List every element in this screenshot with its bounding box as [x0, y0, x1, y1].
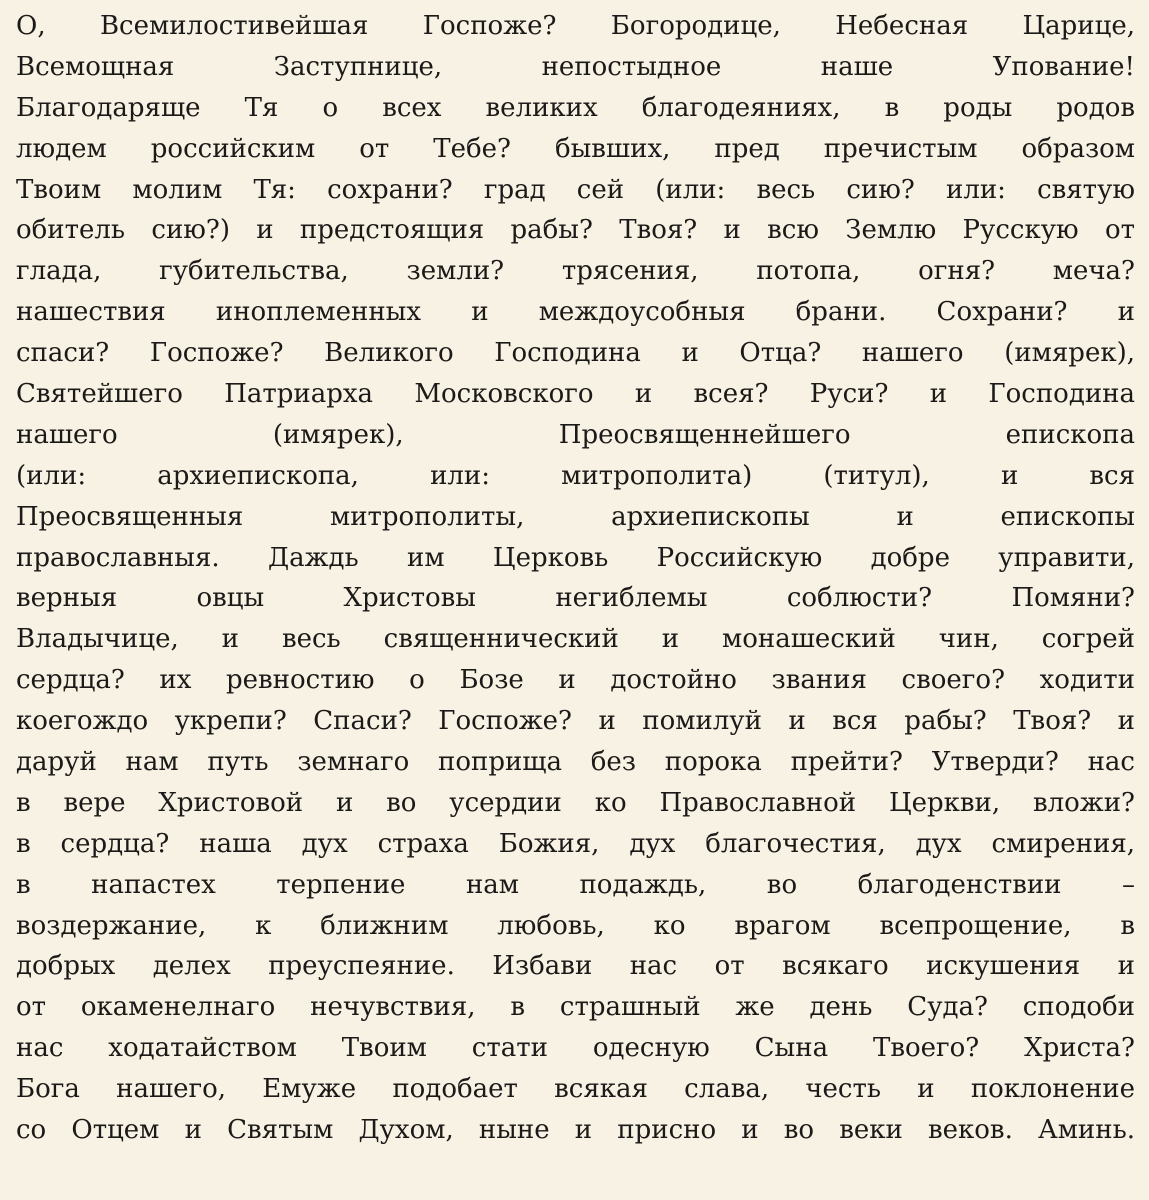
- text-line: нашего (имярек), Преосвященнейшего епископа: [16, 419, 1135, 450]
- text-line: верныя овцы Христовы негиблемы соблюсти? Помяни?: [16, 583, 1135, 614]
- text-line: О, Всемилостивейшая Госпоже? Богородице, Небесная Царице,: [16, 11, 1135, 41]
- text-line: Бога нашего, Емуже подобает всякая слава, честь и поклонение: [16, 1074, 1135, 1105]
- text-line: Всемощная Заступнице, непостыдное наше Упование!: [16, 51, 1135, 82]
- text-line: православныя. Даждь им Церковь Российскую добре управити,: [16, 542, 1135, 573]
- text-line: в напастех терпение нам подаждь, во благоденствии –: [16, 869, 1135, 900]
- text-line: сердца? их ревностию о Бозе и достойно звания своего? ходити: [16, 665, 1135, 696]
- text-line: глада, губительства, земли? трясения, потопа, огня? меча?: [16, 256, 1135, 287]
- text-line: коегождо укрепи? Спаси? Госпоже? и помилуй и вся рабы? Твоя? и: [16, 706, 1135, 737]
- text-line: Благодаряще Тя о всех великих благодеяниях, в роды родов: [16, 92, 1135, 123]
- text-line: Владычице, и весь священнический и монашеский чин, согрей: [16, 624, 1135, 655]
- text-line: нас ходатайством Твоим стати одесную Сына Твоего? Христа?: [16, 1033, 1135, 1064]
- text-line: добрых делех преуспеяние. Избави нас от всякаго искушения и: [16, 951, 1135, 982]
- text-line: (или: архиепископа, или: митрополита) (титул), и вся: [16, 460, 1135, 491]
- text-line: в сердца? наша дух страха Божия, дух благочестия, дух смирения,: [16, 828, 1135, 859]
- text-line: обитель сию?) и предстоящия рабы? Твоя? и всю Землю Русскую от: [16, 215, 1135, 246]
- text-line: людем российским от Тебе? бывших, пред пречистым образом: [16, 133, 1135, 164]
- text-line: Преосвященныя митрополиты, архиепископы и епископы: [16, 501, 1135, 532]
- text-line: от окаменелнаго нечувствия, в страшный же день Суда? сподоби: [16, 992, 1135, 1023]
- text-line: Твоим молим Тя: сохрани? град сей (или: весь сию? или: святую: [16, 174, 1135, 205]
- text-line: воздержание, к ближним любовь, ко врагом всепрощение, в: [16, 910, 1135, 941]
- text-line: в вере Христовой и во усердии ко Православной Церкви, вложи?: [16, 787, 1135, 818]
- text-line: со Отцем и Святым Духом, ныне и присно и во веки веков. Аминь.: [16, 1115, 1135, 1146]
- text-line: спаси? Госпоже? Великого Господина и Отца? нашего (имярек),: [16, 338, 1135, 369]
- text-line: Святейшего Патриарха Московского и всея? Руси? и Господина: [16, 379, 1135, 410]
- text-line: даруй нам путь земнаго поприща без порока прейти? Утверди? нас: [16, 747, 1135, 778]
- text-line: нашествия иноплеменных и междоусобныя брани. Сохрани? и: [16, 297, 1135, 328]
